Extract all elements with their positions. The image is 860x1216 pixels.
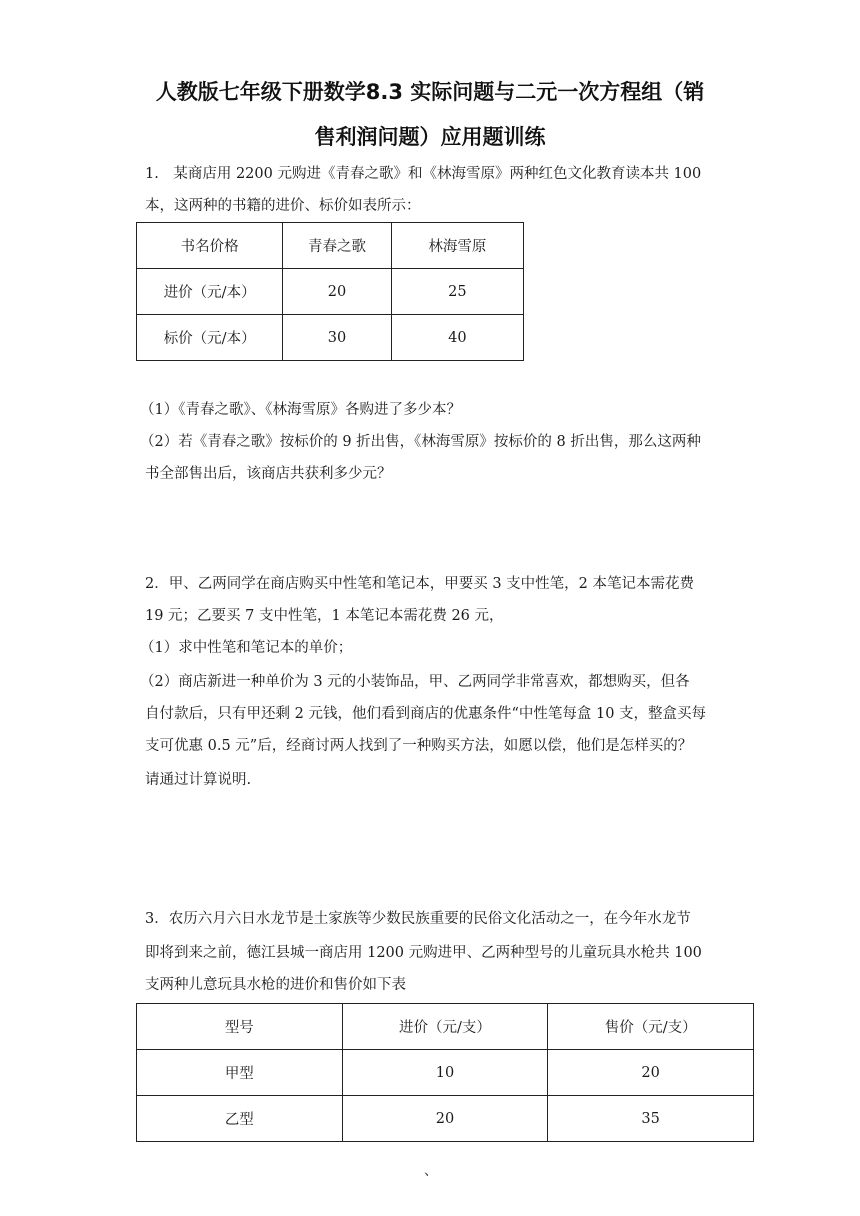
table-cell: 40 <box>391 315 523 361</box>
table-row <box>137 1096 754 1142</box>
q2-subquestion-2-line-3: 支可优惠 0.5 元”后，经商讨两人找到了一种购买方法，如愿以偿，他们是怎样买的？ <box>145 738 693 754</box>
table-cell: 30 <box>283 315 391 361</box>
q1-stem-line-2: 本，这两种的书籍的进价、标价如表所示： <box>145 198 421 214</box>
table-cell: 甲型 <box>137 1050 343 1096</box>
q1-subquestion-2-line-2: 书全部售出后，该商店共获利多少元？ <box>145 466 392 482</box>
table-cell: 20 <box>342 1096 548 1142</box>
table-header-cell: 青春之歌 <box>283 223 391 269</box>
table-header-row <box>137 1004 754 1050</box>
table-cell: 进价（元/本） <box>137 269 283 315</box>
table-header-cell: 售价（元/支） <box>548 1004 754 1050</box>
q2-subquestion-1: （1）求中性笔和笔记本的单价； <box>140 640 353 656</box>
q1-subquestion-2-line-1: （2）若《青春之歌》按标价的 9 折出售，《林海雪原》按标价的 8 折出售，那么这两种 <box>140 434 701 450</box>
page-footer-mark: 、 <box>424 1163 438 1179</box>
q3-stem-line-2: 即将到来之前，德江县城一商店用 1200 元购进甲、乙两种型号的儿童玩具水枪共 100 <box>145 945 702 961</box>
q1-stem-line-1: 1. 某商店用 2200 元购进《青春之歌》和《林海雪原》两种红色文化教育读本共 100 <box>145 166 702 182</box>
q3-stem-line-3: 支两种儿意玩具水枪的进价和售价如下表 <box>145 977 406 993</box>
table-row <box>137 269 524 315</box>
q1-subquestion-1: （1）《青春之歌》、《林海雪原》各购进了多少本？ <box>140 402 461 418</box>
table-row <box>137 1050 754 1096</box>
table-cell: 20 <box>283 269 391 315</box>
q2-subquestion-2-line-2: 自付款后，只有甲还剩 2 元钱，他们看到商店的优惠条件“中性笔每盒 10 支，整盒买每 <box>145 706 707 722</box>
table-cell: 标价（元/本） <box>137 315 283 361</box>
q3-price-table <box>136 1003 754 1142</box>
table-header-cell: 型号 <box>137 1004 343 1050</box>
q2-stem-line-2: 19 元；乙要买 7 支中性笔，1 本笔记本需花费 26 元， <box>145 608 504 624</box>
document-title-line-1: 人教版七年级下册数学8.3 实际问题与二元一次方程组（销 <box>155 80 705 104</box>
q2-stem-line-1: 2．甲、乙两同学在商店购买中性笔和笔记本，甲要买 3 支中性笔，2 本笔记本需花费 <box>145 576 695 592</box>
q1-price-table <box>136 222 524 361</box>
q2-subquestion-2-line-4: 请通过计算说明. <box>145 772 252 788</box>
table-cell: 乙型 <box>137 1096 343 1142</box>
table-header-cell: 进价（元/支） <box>342 1004 548 1050</box>
table-row <box>137 315 524 361</box>
q3-stem-line-1: 3．农历六月六日水龙节是土家族等少数民族重要的民俗文化活动之一，在今年水龙节 <box>145 911 691 927</box>
table-header-cell: 书名价格 <box>137 223 283 269</box>
table-header-cell: 林海雪原 <box>391 223 523 269</box>
q2-subquestion-2-line-1: （2）商店新进一种单价为 3 元的小装饰品，甲、乙两同学非常喜欢，都想购买，但各 <box>140 674 690 690</box>
table-cell: 10 <box>342 1050 548 1096</box>
table-cell: 35 <box>548 1096 754 1142</box>
table-cell: 20 <box>548 1050 754 1096</box>
table-cell: 25 <box>391 269 523 315</box>
document-title-line-2: 售利润问题）应用题训练 <box>314 125 546 149</box>
table-header-row <box>137 223 524 269</box>
